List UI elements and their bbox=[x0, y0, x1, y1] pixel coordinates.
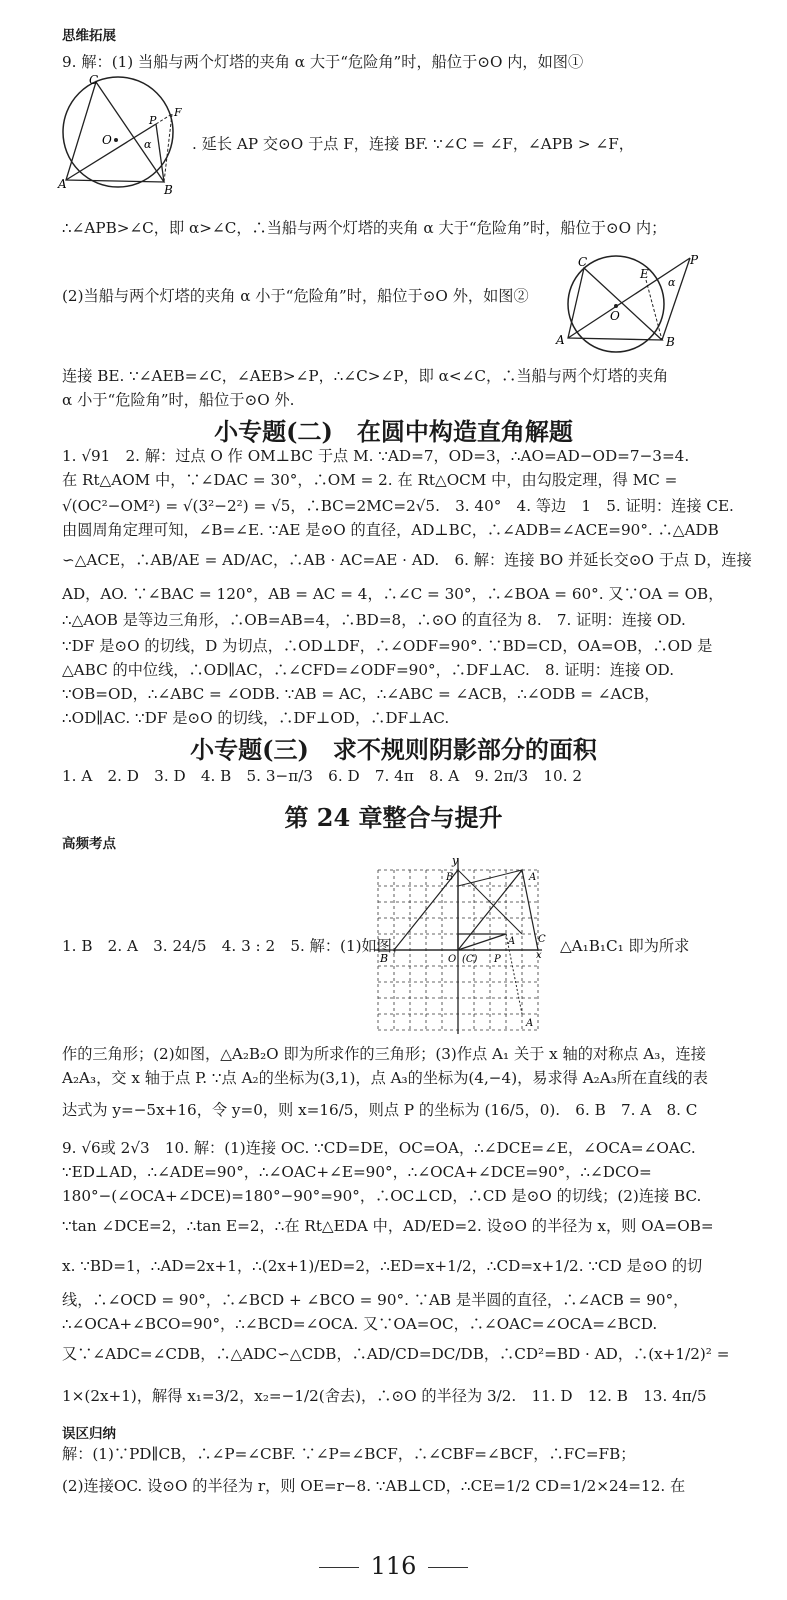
text-line: 连接 BE. ∵∠AEB=∠C，∠AEB>∠P，∴∠C>∠P，即 α<∠C，∴当船与两个灯塔的夹角 bbox=[62, 367, 669, 385]
svg-text:E: E bbox=[640, 267, 649, 281]
text-line: (2)连接OC. 设⊙O 的半径为 r，则 OE=r−8. ∵AB⊥CD，∴CE=1/2 CD=1/2×24=12. 在 bbox=[62, 1477, 686, 1495]
text-line: 180°−(∠OCA+∠DCE)=180°−90°=90°，∴OC⊥CD，∴CD 是⊙O 的切线；(2)连接 BC. bbox=[62, 1187, 702, 1205]
svg-text:B: B bbox=[164, 183, 173, 197]
text-line: α 小于“危险角”时，船位于⊙O 外. bbox=[62, 391, 295, 409]
section-high-freq: 高频考点 bbox=[62, 836, 116, 852]
chapter-title: 第 24 章整合与提升 bbox=[284, 803, 503, 832]
text-line: ∵tan ∠DCE=2，∴tan E=2，∴在 Rt△EDA 中，AD/ED=2. 设⊙O 的半径为 x，则 OA=OB= bbox=[62, 1217, 714, 1235]
section-title: 小专题(三) 求不规则阴影部分的面积 bbox=[190, 735, 597, 764]
text-line: ∵DF 是⊙O 的切线，D 为切点，∴OD⊥DF，∴∠ODF=90°. ∵BD=CD，OA=OB，∴OD 是 bbox=[62, 637, 713, 655]
svg-text:A: A bbox=[508, 936, 516, 947]
text-line: △A₁B₁C₁ 即为所求 bbox=[560, 937, 690, 955]
divider bbox=[428, 1567, 468, 1568]
section-title: 小专题(二) 在圆中构造直角解题 bbox=[214, 417, 573, 446]
text-line: 又∵∠ADC=∠CDB，∴△ADC∽△CDB，∴AD/CD=DC/DB，∴CD²=BD · AD，∴(x+1/2)² = bbox=[62, 1345, 730, 1363]
svg-text:B: B bbox=[446, 872, 454, 883]
svg-text:O: O bbox=[610, 309, 620, 323]
svg-text:C: C bbox=[578, 255, 588, 269]
svg-text:B: B bbox=[380, 952, 389, 965]
svg-text:(C): (C) bbox=[462, 954, 478, 965]
svg-text:B: B bbox=[666, 335, 675, 349]
text-line: AD，AO. ∵∠BAC = 120°，AB = AC = 4，∴∠C = 30°，∴∠BOA = 60°. 又∵OA = OB， bbox=[62, 585, 724, 603]
svg-text:α: α bbox=[668, 276, 676, 289]
svg-text:C: C bbox=[538, 934, 546, 945]
text-line: 解：(1)∵PD∥CB，∴∠P=∠CBF. ∵∠P=∠BCF，∴∠CBF=∠BCF，∴FC=FB； bbox=[62, 1445, 636, 1463]
text-line: ∴∠OCA+∠BCO=90°，∴∠BCD=∠OCA. 又∵OA=OC，∴∠OAC=∠OCA=∠BCD. bbox=[62, 1315, 658, 1333]
text-line: 9. 解：(1) 当船与两个灯塔的夹角 α 大于“危险角”时，船位于⊙O 内，如图① bbox=[62, 53, 584, 71]
svg-text:α: α bbox=[144, 138, 152, 151]
figure-2 bbox=[550, 252, 700, 356]
divider bbox=[319, 1567, 359, 1568]
text-line: (2)当船与两个灯塔的夹角 α 小于“危险角”时，船位于⊙O 外，如图② bbox=[62, 287, 529, 305]
text-line: 1. A 2. D 3. D 4. B 5. 3−π/3 6. D 7. 4π 8. A 9. 2π/3 10. 2 bbox=[62, 767, 583, 785]
svg-text:y: y bbox=[452, 854, 459, 867]
svg-text:O: O bbox=[102, 133, 112, 147]
text-line: △ABC 的中位线，∴OD∥AC，∴∠CFD=∠ODF=90°，∴DF⊥AC. 8. 证明：连接 OD. bbox=[62, 661, 675, 679]
svg-text:A: A bbox=[556, 333, 565, 347]
section-mistakes: 误区归纳 bbox=[62, 1426, 116, 1442]
page-number: 116 bbox=[0, 1552, 787, 1580]
svg-text:P: P bbox=[494, 954, 501, 965]
text-line: ∵OB=OD，∴∠ABC = ∠ODB. ∵AB = AC，∴∠ABC = ∠ACB，∴∠ODB = ∠ACB， bbox=[62, 685, 660, 703]
text-line: 1. B 2. A 3. 24/5 4. 3 : 2 5. 解：(1)如图， bbox=[62, 937, 408, 955]
text-line: ∽△ACE，∴AB/AE = AD/AC，∴AB · AC=AE · AD. 6. 解：连接 BO 并延长交⊙O 于点 D，连接 bbox=[62, 551, 752, 569]
text-line: 达式为 y=−5x+16，令 y=0，则 x=16/5，则点 P 的坐标为 (16/5，0). 6. B 7. A 8. C bbox=[62, 1101, 698, 1119]
text-line: A₂A₃，交 x 轴于点 P. ∵点 A₂的坐标为(3,1)，点 A₃的坐标为(4,−4)，易求得 A₂A₃所在直线的表 bbox=[62, 1069, 708, 1087]
svg-text:P: P bbox=[690, 253, 699, 267]
text-line: x. ∵BD=1，∴AD=2x+1，∴(2x+1)/ED=2，∴ED=x+1/2，∴CD=x+1/2. ∵CD 是⊙O 的切 bbox=[62, 1257, 703, 1275]
svg-text:A: A bbox=[526, 1018, 534, 1029]
text-line: 作的三角形；(2)如图，△A₂B₂O 即为所求作的三角形；(3)作点 A₁ 关于 x 轴的对称点 A₃，连接 bbox=[62, 1045, 706, 1063]
text-line: ∴OD∥AC. ∵DF 是⊙O 的切线，∴DF⊥OD，∴DF⊥AC. bbox=[62, 709, 450, 727]
svg-text:C: C bbox=[89, 73, 99, 87]
figure-1 bbox=[56, 74, 191, 196]
section-thinking: 思维拓展 bbox=[62, 28, 116, 44]
text-line: 在 Rt△AOM 中，∵∠DAC = 30°，∴OM = 2. 在 Rt△OCM 中，由勾股定理，得 MC = bbox=[62, 471, 678, 489]
svg-text:F: F bbox=[174, 106, 182, 119]
text-line: 由圆周角定理可知，∠B=∠E. ∵AE 是⊙O 的直径，AD⊥BC，∴∠ADB=∠ACE=90°. ∴△ADB bbox=[62, 521, 719, 539]
text-line: ∴△AOB 是等边三角形，∴OB=AB=4，∴BD=8，∴⊙O 的直径为 8. 7. 证明：连接 OD. bbox=[62, 611, 686, 629]
text-line: 线，∴∠OCD = 90°，∴∠BCD + ∠BCO = 90°. ∵AB 是半圆的直径，∴∠ACB = 90°， bbox=[62, 1291, 689, 1309]
text-line: 1. √91 2. 解：过点 O 作 OM⊥BC 于点 M. ∵AD=7，OD=3，∴AO=AD−OD=7−3=4. bbox=[62, 447, 690, 465]
svg-text:x: x bbox=[536, 950, 542, 961]
text-line: √(OC²−OM²) = √(3²−2²) = √5，∴BC=2MC=2√5. 3. 40° 4. 等边 1 5. 证明：连接 CE. bbox=[62, 497, 734, 515]
text-line: ∵ED⊥AD，∴∠ADE=90°，∴∠OAC+∠E=90°，∴∠OCA+∠DCE=90°，∴∠DCO= bbox=[62, 1163, 652, 1181]
svg-text:A: A bbox=[529, 872, 537, 883]
svg-text:A: A bbox=[58, 177, 67, 191]
text-line: 1×(2x+1)，解得 x₁=3/2，x₂=−1/2(舍去)，∴⊙O 的半径为 3/2. 11. D 12. B 13. 4π/5 bbox=[62, 1387, 707, 1405]
text-line: ∴∠APB>∠C，即 α>∠C，∴当船与两个灯塔的夹角 α 大于“危险角”时，船位于⊙O 内； bbox=[62, 219, 667, 237]
text-line: 9. √6或 2√3 10. 解：(1)连接 OC. ∵CD=DE，OC=OA，∴∠DCE=∠E，∠OCA=∠OAC. bbox=[62, 1139, 696, 1157]
svg-text:O: O bbox=[448, 954, 457, 965]
text-line: . 延长 AP 交⊙O 于点 F，连接 BF. ∵∠C = ∠F，∠APB > ∠F， bbox=[192, 135, 634, 153]
svg-text:P: P bbox=[149, 114, 157, 127]
